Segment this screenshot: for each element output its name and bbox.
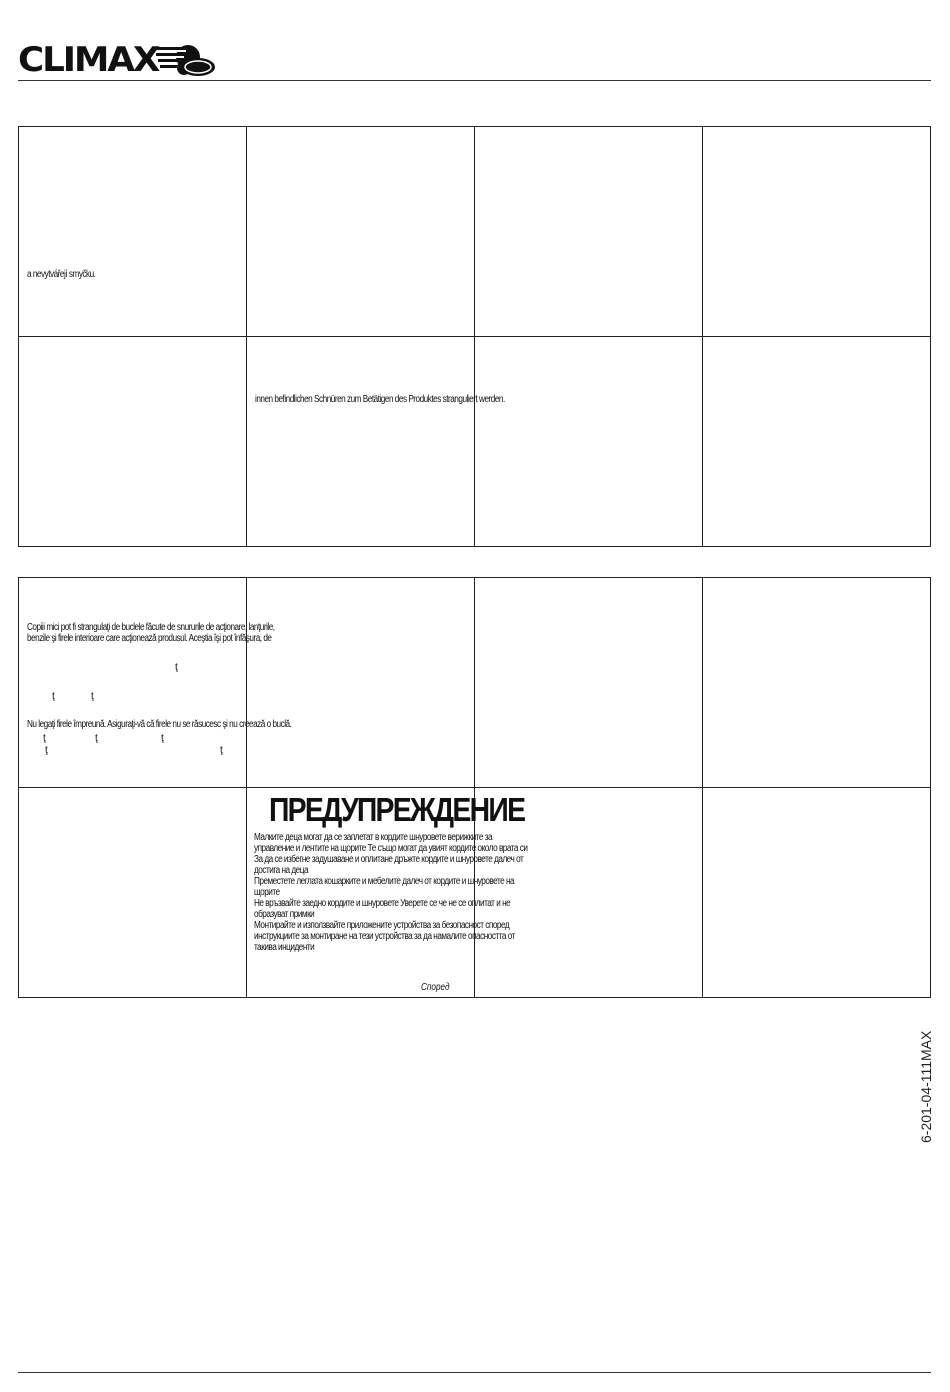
cell-empty xyxy=(703,337,931,547)
diacritic-mark: ţ xyxy=(43,733,46,744)
bg-line: щорите xyxy=(254,887,280,898)
diacritic-mark: ţ xyxy=(161,733,164,744)
warning-table-1 xyxy=(18,126,931,547)
bg-line: достига на деца xyxy=(254,865,309,876)
ro-line: Copiii mici pot fi strangulaţi de buclele făcute de snururile de acţionare, lanţurile, xyxy=(27,622,275,633)
header-divider xyxy=(18,80,931,81)
bg-line: Не връзвайте заедно кордите и шнуровете Уверете се че не се оплитат и не xyxy=(254,898,511,909)
diacritic-mark: ţ xyxy=(91,691,94,702)
cell-cs xyxy=(19,127,247,337)
bg-line: такива инциденти xyxy=(254,942,315,953)
cell-empty xyxy=(19,337,247,547)
cell-bg xyxy=(247,788,528,998)
cell-empty xyxy=(703,788,931,998)
cell-empty xyxy=(703,578,931,788)
bg-line: За да се избегне задушаване и оплитане дръжте кордите и шнуровете далеч от xyxy=(254,854,524,865)
diacritic-mark: ţ xyxy=(52,691,55,702)
cell-empty xyxy=(475,127,703,337)
bg-line: Преместете леглата кошарките и мебелите далеч от кордите и шнуровете на xyxy=(254,876,515,887)
bg-line: управление и лентите на щорите Те също могат да увият кордите около врата си xyxy=(254,843,528,854)
bg-line: Монтирайте и използвайте приложените устройства за безопасност според xyxy=(254,920,510,931)
diacritic-mark: ţ xyxy=(45,745,48,756)
diacritic-mark: ţ xyxy=(175,662,178,673)
de-warning-text: innen befindlichen Schnüren zum Betätigen des Produktes stranguliert werden. xyxy=(255,394,505,405)
cell-ro xyxy=(19,578,292,788)
bg-warning-title: ПРЕДУПРЕЖДЕНИЕ xyxy=(269,791,525,828)
cell-empty xyxy=(475,578,703,788)
diacritic-mark: ţ xyxy=(95,733,98,744)
bg-line: инструкциите за монтиране на тези устройства за да намалите опасността от xyxy=(254,931,515,942)
ro-warning-text-2: Nu legaţi firele împreună. Asiguraţi-vă că firele nu se răsucesc şi nu creează o buclă. xyxy=(27,719,292,730)
cs-warning-text: a nevytvářejí smyčku. xyxy=(27,269,96,280)
cell-empty xyxy=(475,788,703,998)
cell-empty xyxy=(475,337,703,547)
sun-cloud-logo-icon xyxy=(154,43,216,77)
bg-line: Малките деца могат да се заплетат в кордите шнуровете верижките за xyxy=(254,832,493,843)
cell-empty xyxy=(19,788,247,998)
cell-empty xyxy=(703,127,931,337)
climax-logo xyxy=(18,40,216,80)
bg-line: образуват примки xyxy=(254,909,315,920)
bg-signature-text: Според xyxy=(421,982,450,993)
cell-empty xyxy=(247,578,475,788)
warning-table-2 xyxy=(18,577,931,998)
document-code: 6-201-04-111MAX xyxy=(918,1030,934,1143)
ro-line: benzile şi firele interioare care acţionează produsul. Aceştia îşi pot înfăşura, de xyxy=(27,633,272,644)
ro-warning-text xyxy=(27,622,275,644)
cell-de xyxy=(247,337,505,547)
cell-empty xyxy=(247,127,475,337)
brand-name: CLIMAX xyxy=(18,40,159,80)
diacritic-mark: ţ xyxy=(220,745,223,756)
footer-divider xyxy=(18,1372,931,1373)
